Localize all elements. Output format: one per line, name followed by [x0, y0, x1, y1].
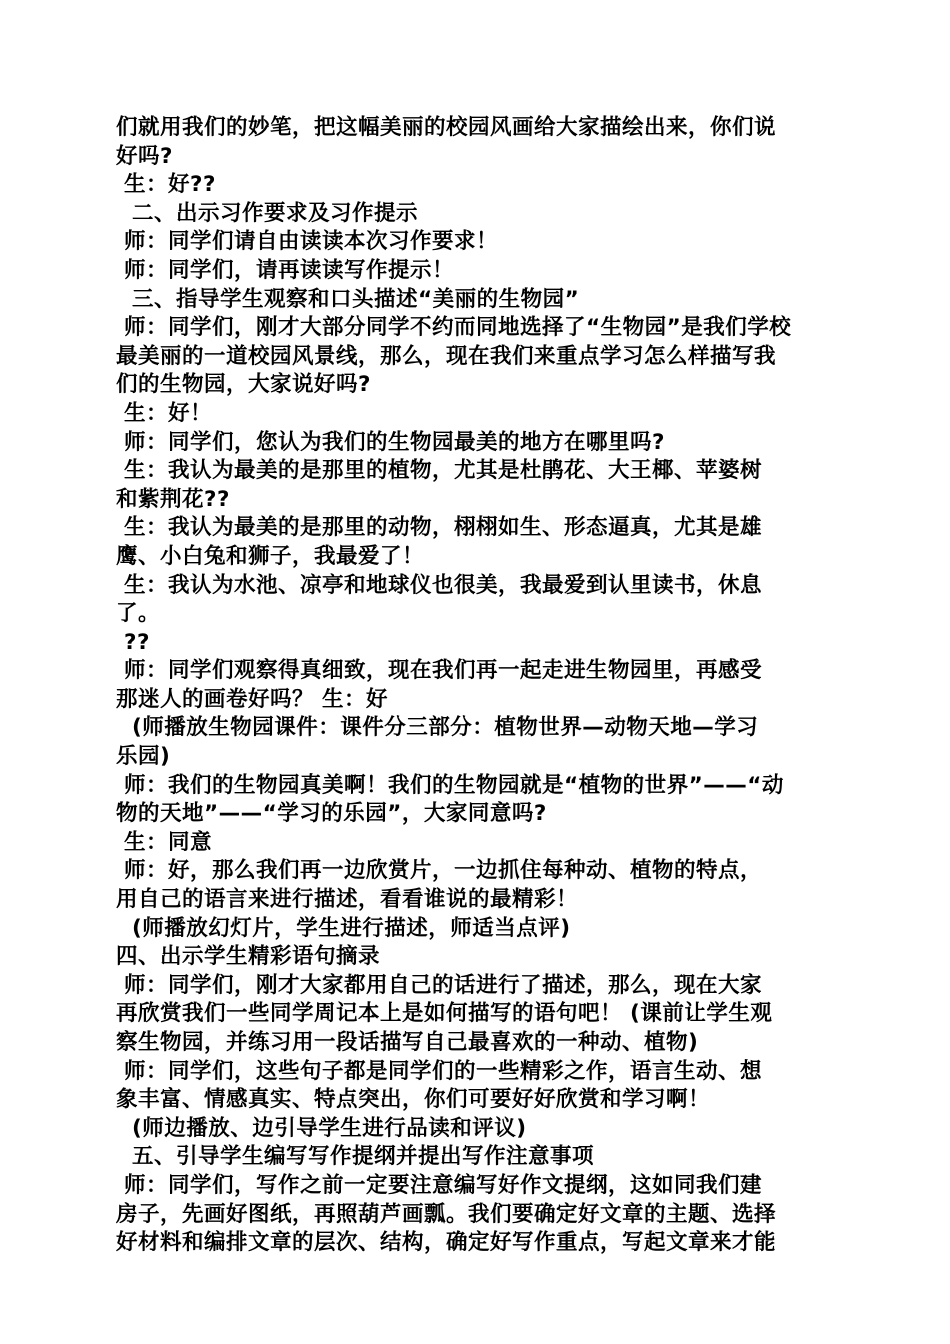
- text-line: 和紫荆花??: [116, 486, 230, 512]
- text-line: 那迷人的画卷好吗？ 生：好: [116, 686, 388, 712]
- text-line: 师：同学们观察得真细致，现在我们再一起走进生物园里，再感受: [116, 658, 762, 684]
- text-line: 了。: [116, 601, 161, 627]
- text-line: 生：我认为水池、凉亭和地球仪也很美，我最爱到认里读书，休息: [116, 572, 762, 598]
- text-line: 师：同学们请自由读读本次习作要求！: [116, 229, 498, 255]
- text-line: 生：我认为最美的是那里的动物，栩栩如生、形态逼真，尤其是雄: [116, 515, 762, 541]
- text-line: (师边播放、边引导学生进行品读和评议): [116, 1115, 527, 1141]
- text-line: 最美丽的一道校园风景线，那么，现在我们来重点学习怎么样描写我: [116, 343, 777, 369]
- text-line: 师：我们的生物园真美啊！我们的生物园就是“植物的世界”——“动: [116, 772, 784, 798]
- section-heading: 五、引导学生编写写作提纲并提出写作注意事项: [116, 1144, 594, 1170]
- text-line: 用自己的语言来进行描述，看看谁说的最精彩！: [116, 887, 579, 913]
- text-line: 生：好??: [116, 172, 216, 198]
- document-body: [116, 114, 836, 1258]
- text-line: (师播放生物园课件：课件分三部分：植物世界—动物天地—学习: [116, 715, 759, 741]
- text-line: 象丰富、情感真实、特点突出，你们可要好好欣赏和学习啊！: [116, 1087, 711, 1113]
- text-line: 师：好，那么我们再一边欣赏片，一边抓住每种动、植物的特点，: [116, 858, 762, 884]
- text-line: ??: [116, 629, 150, 655]
- text-line: 师：同学们，写作之前一定要注意编写好作文提纲，这如同我们建: [116, 1172, 762, 1198]
- text-line: 师：同学们，请再读读写作提示！: [116, 257, 454, 283]
- text-line: 再欣赏我们一些同学周记本上是如何描写的语句吧！ (课前让学生观: [116, 1001, 773, 1027]
- text-line: 房子，先画好图纸，再照葫芦画瓢。我们要确定好文章的主题、选择: [116, 1201, 777, 1227]
- text-line: 们的生物园，大家说好吗?: [116, 372, 371, 398]
- section-heading: 三、指导学生观察和口头描述“美丽的生物园”: [116, 286, 580, 312]
- section-heading: 四、出示学生精彩语句摘录: [116, 944, 381, 970]
- text-line: 鹰、小白兔和狮子，我最爱了！: [116, 543, 425, 569]
- section-heading: 二、出示习作要求及习作提示: [116, 200, 418, 226]
- text-line: 师：同学们，这些句子都是同学们的一些精彩之作，语言生动、想: [116, 1058, 762, 1084]
- text-line: 好吗?: [116, 143, 173, 169]
- text-line: 师：同学们，刚才大部分同学不约而同地选择了“生物园”是我们学校: [116, 315, 792, 341]
- text-line: 们就用我们的妙笔，把这幅美丽的校园风画给大家描绘出来，你们说: [116, 115, 777, 140]
- text-line: 师：同学们，您认为我们的生物园最美的地方在哪里吗?: [116, 429, 665, 455]
- text-line: 好材料和编排文章的层次、结构，确定好写作重点，写起文章来才能: [116, 1230, 777, 1256]
- text-line: 察生物园，并练习用一段话描写自己最喜欢的一种动、植物): [116, 1030, 699, 1055]
- text-line: 生：好！: [116, 400, 212, 426]
- text-line: (师播放幻灯片，学生进行描述，师适当点评): [116, 915, 571, 941]
- text-line: 生：同意: [116, 829, 212, 855]
- text-line: 生：我认为最美的是那里的植物，尤其是杜鹃花、大王椰、苹婆树: [116, 458, 762, 484]
- text-line: 师：同学们，刚才大家都用自己的话进行了描述，那么，现在大家: [116, 972, 762, 998]
- text-line: 乐园): [116, 744, 171, 770]
- text-line: 物的天地”——“学习的乐园”，大家同意吗?: [116, 801, 547, 827]
